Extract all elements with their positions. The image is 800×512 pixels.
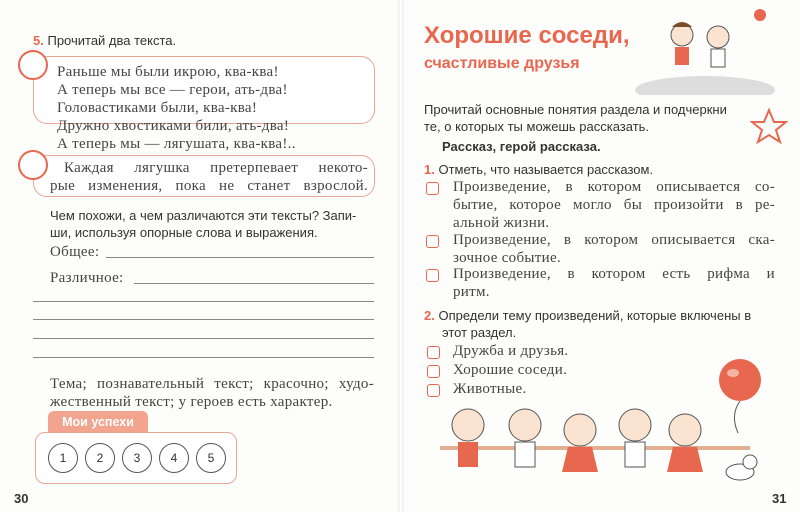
checkbox-option-3[interactable] [426,269,439,282]
poem-line: А теперь мы все — герои, ать-два! [57,82,288,98]
answer-line[interactable] [33,319,374,320]
theme-option: Животные. [453,381,527,397]
section-title: Хорошие соседи, [424,22,630,49]
option-line: ритм. [453,284,490,300]
option-line: Произведение, в котором есть рифма и [453,266,775,282]
success-level-4[interactable]: 4 [159,443,189,473]
task-instruction: Определи тему произведений, которые включены в [438,308,752,323]
intro-line: Прочитай основные понятия раздела и подчеркни [424,102,727,117]
concepts-text: Рассказ, герой рассказа. [442,139,601,154]
theme-option: Дружба и друзья. [453,343,569,359]
poem-line: Дружно хвостиками били, ать-два! [57,118,290,134]
prose-line: рые изменения, пока не станет взрослой. [50,178,368,194]
task-number: 1. [424,162,435,177]
success-box [35,432,237,484]
answer-line[interactable] [33,357,374,358]
poem-line: Раньше мы были икрою, ква-ква! [57,64,279,80]
prose-line: Каждая лягушка претерпевает некото- [64,160,368,176]
page-number-right: 31 [772,491,787,506]
page-number-left: 30 [14,491,29,506]
poem-line: Головастиками были, ква-ква! [57,100,258,116]
task-instruction: Прочитай два текста. [47,33,177,48]
hint-line: Тема; познавательный текст; красочно; худо- [50,376,374,392]
question-text [50,207,356,241]
hint-line: жественный текст; у героев есть характер. [50,394,333,410]
question-line: Чем похожи, а чем различаются эти тексты? Запи- [50,208,357,223]
section-subtitle: счастливые друзья [424,55,580,72]
prose-text [50,159,368,195]
hint-text [50,375,374,411]
success-level-5[interactable]: 5 [196,443,226,473]
option-line: Произведение, в котором описывается со- [453,179,775,195]
task-instruction: этот раздел. [442,325,517,340]
task-2-heading [424,307,751,341]
common-label: Общее: [50,244,100,260]
checkbox-theme-2[interactable] [427,365,440,378]
option-1-text [453,178,775,214]
text-marker-circle-1[interactable] [18,50,48,80]
task-5-heading [33,32,176,49]
task-instruction: Отметь, что называется рассказом. [438,162,654,177]
task-number: 2. [424,308,435,323]
answer-line[interactable] [33,301,374,302]
success-level-1[interactable]: 1 [48,443,78,473]
answer-line[interactable] [33,338,374,339]
intro-text [424,101,727,135]
checkbox-option-2[interactable] [426,235,439,248]
success-level-2[interactable]: 2 [85,443,115,473]
kids-on-globe-illustration [620,5,800,95]
poem-line: А теперь мы — лягушата, ква-ква!.. [57,136,296,152]
theme-option: Хорошие соседи. [453,362,568,378]
success-tab: Мои успехи [48,411,148,433]
checkbox-option-1[interactable] [426,182,439,195]
answer-line-different[interactable] [134,283,374,284]
star-icon [750,108,788,144]
intro-line: те, о которых ты можешь рассказать. [424,119,650,134]
option-line: альной жизни. [453,215,550,231]
question-line: ши, используя опорные слова и выражения. [50,225,318,240]
text-marker-circle-2[interactable] [18,150,48,180]
option-line: Произведение, в котором описывается ска- [453,232,775,248]
option-line: зочное событие. [453,250,561,266]
different-label: Различное: [50,270,124,286]
answer-line-common[interactable] [106,257,374,258]
checkbox-theme-3[interactable] [427,384,440,397]
task-1-heading [424,161,653,178]
poem-text [57,63,296,153]
page-gutter [398,0,404,512]
option-line: бытие, которое могло бы произойти в ре- [453,197,775,213]
success-level-3[interactable]: 3 [122,443,152,473]
checkbox-theme-1[interactable] [427,346,440,359]
task-number: 5. [33,33,44,48]
children-holding-hands-illustration [430,400,780,490]
